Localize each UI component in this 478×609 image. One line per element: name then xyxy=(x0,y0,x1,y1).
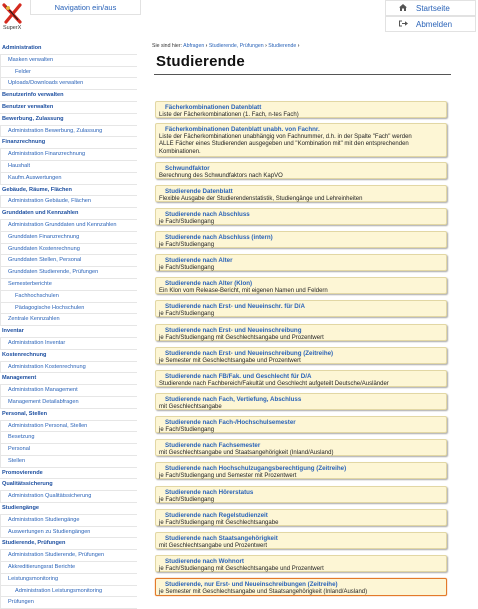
report-card-title[interactable]: Studierende nach Fachsemester xyxy=(165,441,261,449)
sidebar-section[interactable]: Kostenrechnung xyxy=(0,350,137,362)
sidebar-item[interactable]: Personal xyxy=(0,444,137,456)
report-card-description: Kombinationen. xyxy=(159,148,201,155)
report-card-title[interactable]: Studierende Datenblatt xyxy=(165,187,233,195)
sidebar-item[interactable]: Felder xyxy=(0,67,137,79)
report-card-description: je Fach/Studiengang xyxy=(159,218,215,225)
report-card[interactable] xyxy=(155,462,447,479)
sidebar-item[interactable]: Grunddaten Studierende, Prüfungen xyxy=(0,267,137,279)
report-card[interactable] xyxy=(155,324,447,341)
report-card-description: je Fach/Studiengang und Semester mit Prozentwert xyxy=(159,472,297,479)
breadcrumb-item[interactable]: Studierende, Prüfungen xyxy=(208,43,264,49)
sidebar-item[interactable]: Administration Management xyxy=(0,385,137,397)
breadcrumb-prefix: Sie sind hier: xyxy=(152,43,182,49)
logout-icon xyxy=(398,20,408,29)
report-card[interactable] xyxy=(155,347,447,364)
sidebar-item[interactable]: Administration Studierende, Prüfungen xyxy=(0,550,137,562)
title-divider xyxy=(154,74,451,75)
sidebar-section[interactable]: Studierende, Prüfungen xyxy=(0,538,137,550)
report-card[interactable] xyxy=(155,101,447,118)
breadcrumb-item[interactable]: Abfragen xyxy=(183,43,205,49)
sidebar-item[interactable]: Administration Inventar xyxy=(0,338,137,350)
sidebar-section[interactable]: Finanzrechnung xyxy=(0,137,137,149)
report-card[interactable] xyxy=(155,370,447,387)
logout-button[interactable] xyxy=(385,16,476,32)
report-card-description: mit Geschlechtsangabe und Staatsangehörigkeit (Inland/Ausland) xyxy=(159,449,334,456)
report-card[interactable] xyxy=(155,254,447,271)
report-card-description: mit Geschlechtsangabe xyxy=(159,403,222,410)
report-card[interactable] xyxy=(155,532,447,549)
report-card-description: Studierende nach Fachbereich/Fakultät und Geschlecht aufgeteilt Deutsche/Ausländer xyxy=(159,380,389,387)
sidebar-item[interactable]: Management Detailabfragen xyxy=(0,397,137,409)
sidebar-item[interactable]: Masken verwalten xyxy=(0,55,137,67)
sidebar-item[interactable]: Administration Leistungsmonitoring xyxy=(0,586,137,598)
sidebar-item[interactable]: Prüfungen xyxy=(0,597,137,609)
sidebar-section[interactable]: Qualitätssicherung xyxy=(0,479,137,491)
report-card-description: je Semester mit Geschlechtsangabe und Prozentwert xyxy=(159,357,301,364)
report-card[interactable] xyxy=(155,185,447,202)
sidebar-section[interactable]: Promovierende xyxy=(0,468,137,480)
report-card[interactable] xyxy=(155,123,447,157)
report-card[interactable] xyxy=(155,486,447,503)
report-card-description: je Fach/Studiengang xyxy=(159,264,215,271)
report-card-description: Liste der Fächerkombinationen unabhängig von Fachnummer, d.h. in der Spalte "Fach" werden xyxy=(159,133,412,140)
report-card[interactable] xyxy=(155,277,447,294)
header xyxy=(0,0,478,34)
sidebar-item[interactable]: Administration Finanzrechnung xyxy=(0,149,137,161)
report-card-title[interactable]: Studierende nach Wohnort xyxy=(165,557,244,565)
report-card-title[interactable]: Studierende nach Fach, Vertiefung, Abschluss xyxy=(165,395,302,403)
sidebar-item[interactable]: Leistungsmonitoring xyxy=(0,574,137,586)
sidebar-item[interactable]: Administration Kostenrechnung xyxy=(0,362,137,374)
report-card-title[interactable]: Fächerkombinationen Datenblatt unabh. von Fachnr. xyxy=(165,125,320,133)
sidebar-section[interactable]: Benutzer verwalten xyxy=(0,102,137,114)
sidebar-item[interactable]: Grunddaten Finanzrechnung xyxy=(0,232,137,244)
report-card-description: ALLE Fächer eines Studierenden ausgegeben und "Kombination mit" mit den entsprechenden xyxy=(159,141,409,147)
breadcrumb-item[interactable]: Studierende xyxy=(268,43,297,49)
sidebar-section[interactable]: Inventar xyxy=(0,326,137,338)
sidebar-item[interactable]: Semesterberichte xyxy=(0,279,137,291)
report-card-description: je Fach/Studiengang mit Geschlechtsangabe xyxy=(159,519,279,526)
report-card-title[interactable]: Studierende, nur Erst- und Neueinschreibungen (Zeitreihe) xyxy=(165,580,338,588)
report-card[interactable] xyxy=(155,208,447,225)
superx-logo[interactable] xyxy=(1,1,25,31)
sidebar-section[interactable]: Administration xyxy=(0,43,137,55)
report-card-description: je Fach/Studiengang xyxy=(159,426,215,433)
report-card-title[interactable]: Studierende nach Hörerstatus xyxy=(165,488,254,496)
sidebar-section[interactable]: Personal, Stellen xyxy=(0,409,137,421)
chevron-right-icon: › xyxy=(204,43,208,49)
report-card[interactable] xyxy=(155,300,447,317)
sidebar-item[interactable]: Grunddaten Kostenrechnung xyxy=(0,244,137,256)
report-card-title[interactable]: Studierende nach Abschluss xyxy=(165,210,250,218)
breadcrumb xyxy=(152,43,299,49)
report-card-description: Liste der Fächerkombinationen (1. Fach, n-tes Fach) xyxy=(159,111,299,118)
sidebar-item[interactable]: Administration Studiengänge xyxy=(0,515,137,527)
logout-label: Abmelden xyxy=(416,19,453,29)
home-label: Startseite xyxy=(416,3,450,13)
sidebar-item[interactable]: Zentrale Kennzahlen xyxy=(0,314,137,326)
superx-logo-icon xyxy=(1,1,25,25)
report-card-description: Berechnung des Schwundfaktors nach KapVO xyxy=(159,172,283,179)
report-card-description: je Fach/Studiengang xyxy=(159,241,215,248)
report-card-description: je Semester mit Geschlechtsangabe und Staatsangehörigkeit (Inland/Ausland) xyxy=(159,588,368,595)
sidebar-item[interactable]: Administration Grunddaten und Kennzahlen xyxy=(0,220,137,232)
sidebar-item[interactable]: Uploads/Downloads verwalten xyxy=(0,78,137,90)
navigation-toggle-button[interactable]: Navigation ein/aus xyxy=(30,0,141,15)
sidebar-item[interactable]: Grunddaten Stellen, Personal xyxy=(0,255,137,267)
chevron-right-icon: › xyxy=(296,43,300,49)
report-card-description: je Fach/Studiengang mit Geschlechtsangabe und Prozentwert xyxy=(159,565,324,572)
sidebar-item[interactable]: Akkreditierungsrat Berichte xyxy=(0,562,137,574)
report-card-title[interactable]: Studierende nach Abschluss (intern) xyxy=(165,233,273,241)
home-icon xyxy=(398,4,408,13)
chevron-right-icon: › xyxy=(263,43,267,49)
sidebar-item[interactable]: Pädagogische Hochschulen xyxy=(0,303,137,315)
report-card-title[interactable]: Studierende nach Hochschulzugangsberechtigung (Zeitreihe) xyxy=(165,464,347,472)
sidebar-item[interactable]: Administration Bewerbung, Zulassung xyxy=(0,126,137,138)
report-card[interactable] xyxy=(155,509,447,526)
report-card[interactable] xyxy=(155,162,447,179)
report-card-description: mit Geschlechtsangabe und Prozentwert xyxy=(159,542,268,549)
sidebar-item[interactable]: Fachhochschulen xyxy=(0,291,137,303)
report-card[interactable] xyxy=(155,578,447,596)
sidebar-navigation xyxy=(0,43,137,609)
sidebar-item[interactable]: Stellen xyxy=(0,456,137,468)
sidebar-section[interactable]: Studiengänge xyxy=(0,503,137,515)
report-card-title[interactable]: Schwundfaktor xyxy=(165,164,210,172)
report-card-description: Flexible Ausgabe der Studierendenstatistik, Studiengänge und Lehreinheiten xyxy=(159,195,363,202)
report-card-title[interactable]: Studierende nach Erst- und Neueinschreibung xyxy=(165,326,302,334)
report-card[interactable] xyxy=(155,416,447,433)
home-button[interactable] xyxy=(385,0,476,16)
sidebar-section[interactable]: Benutzerinfo verwalten xyxy=(0,90,137,102)
report-card[interactable] xyxy=(155,555,447,572)
report-card-title[interactable]: Fächerkombinationen Datenblatt xyxy=(165,103,262,111)
logo-text: SuperX xyxy=(3,25,22,31)
report-card[interactable] xyxy=(155,231,447,248)
report-card-description: je Fach/Studiengang xyxy=(159,496,215,503)
report-card-title[interactable]: Studierende nach Erst- und Neueinschr. für D/A xyxy=(165,302,305,310)
sidebar-item[interactable]: Administration Personal, Stellen xyxy=(0,421,137,433)
report-card-description: Ein Klon vom Release-Bericht, mit eigenen Namen und Feldern xyxy=(159,287,328,294)
sidebar-item[interactable]: Administration Qualitätssicherung xyxy=(0,491,137,503)
report-card-title[interactable]: Studierende nach FB/Fak. und Geschlecht für D/A xyxy=(165,372,312,380)
report-card-title[interactable]: Studierende nach Regelstudienzeit xyxy=(165,511,268,519)
sidebar-section[interactable]: Gebäude, Räume, Flächen xyxy=(0,185,137,197)
report-card-title[interactable]: Studierende nach Staatsangehörigkeit xyxy=(165,534,278,542)
report-card-description: je Fach/Studiengang xyxy=(159,310,215,317)
report-card-title[interactable]: Studierende nach Alter xyxy=(165,256,233,264)
report-card-description: je Fach/Studiengang mit Geschlechtsangabe und Prozentwert xyxy=(159,334,324,341)
sidebar-item[interactable]: Auswertungen zu Studiengängen xyxy=(0,527,137,539)
sidebar-item[interactable]: Administration Gebäude, Flächen xyxy=(0,196,137,208)
report-card-title[interactable]: Studierende nach Erst- und Neueinschreibung (Zeitreihe) xyxy=(165,349,334,357)
sidebar-item[interactable]: Kaufm.Auswertungen xyxy=(0,173,137,185)
report-card[interactable] xyxy=(155,439,447,456)
report-card-title[interactable]: Studierende nach Fach-/Hochschulsemester xyxy=(165,418,296,426)
sidebar-item[interactable]: Haushalt xyxy=(0,161,137,173)
report-card[interactable] xyxy=(155,393,447,410)
sidebar-item[interactable]: Besetzung xyxy=(0,432,137,444)
sidebar-section[interactable]: Management xyxy=(0,373,137,385)
sidebar-section[interactable]: Bewerbung, Zulassung xyxy=(0,114,137,126)
page-title: Studierende xyxy=(156,53,245,70)
sidebar-section[interactable]: Grunddaten und Kennzahlen xyxy=(0,208,137,220)
report-card-title[interactable]: Studierende nach Alter (Klon) xyxy=(165,279,253,287)
